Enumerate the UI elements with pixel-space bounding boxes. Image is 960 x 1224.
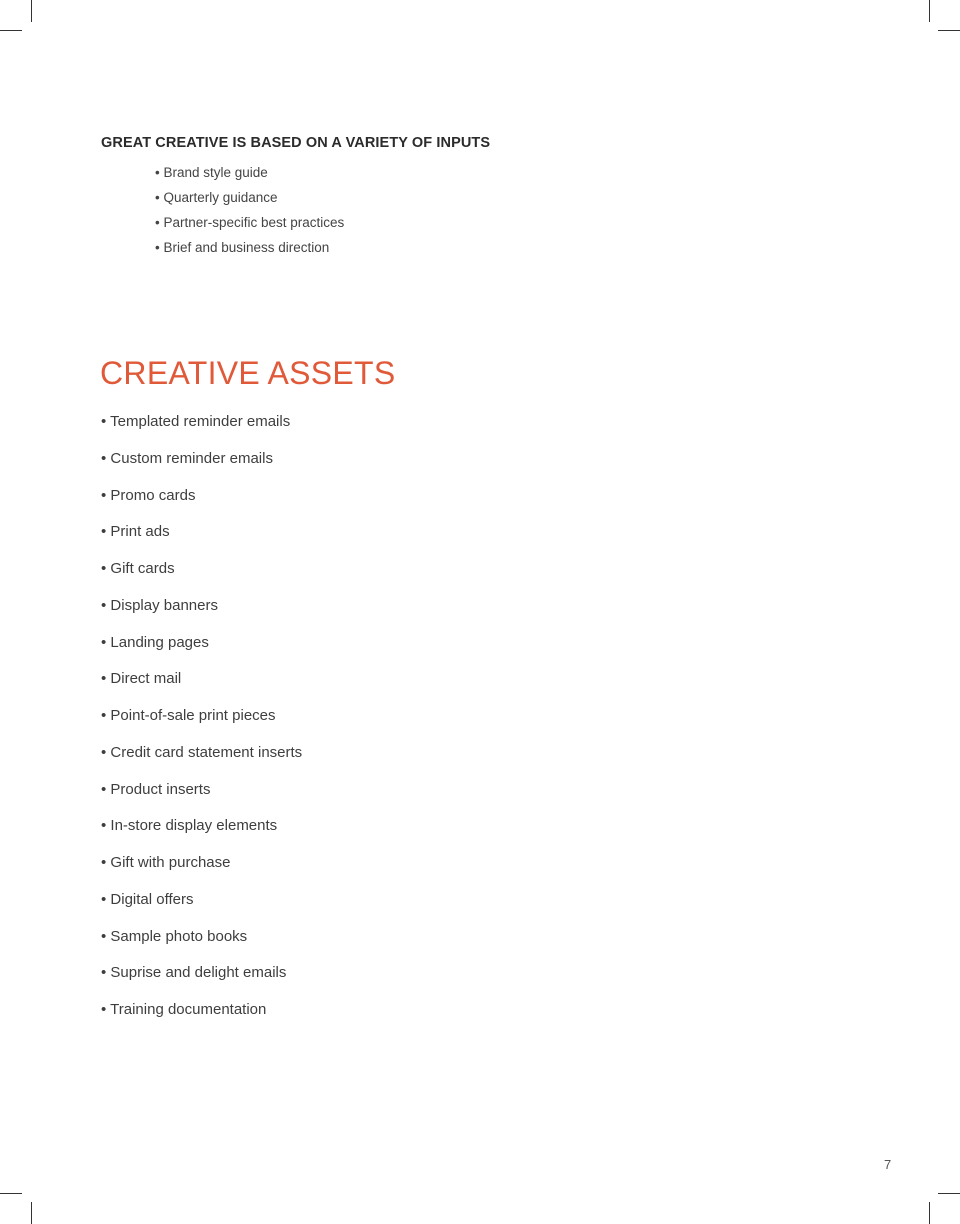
list-item: • In-store display elements — [101, 817, 278, 835]
inputs-list — [155, 160, 344, 260]
list-item: • Display banners — [101, 596, 218, 614]
list-item: • Digital offers — [101, 890, 194, 908]
crop-mark-top-right-vertical — [929, 0, 930, 22]
creative-assets-title: CREATIVE ASSETS — [100, 355, 396, 391]
list-item: • Training documentation — [101, 1001, 267, 1018]
list-item: • Suprise and delight emails — [101, 964, 287, 982]
list-item: • Partner-specific best practices — [155, 215, 345, 230]
list-item: • Credit card statement inserts — [101, 743, 303, 761]
list-item: • Print ads — [101, 523, 170, 541]
creative-assets-list — [101, 404, 302, 1029]
crop-mark-bottom-right-horizontal — [938, 1193, 960, 1194]
list-item: • Landing pages — [101, 633, 209, 651]
list-item: • Gift with purchase — [101, 854, 231, 871]
list-item: • Promo cards — [101, 486, 196, 504]
crop-mark-top-left-vertical — [31, 0, 32, 22]
list-item: • Point-of-sale print pieces — [101, 707, 276, 724]
list-item: • Sample photo books — [101, 927, 248, 945]
crop-mark-bottom-left-vertical — [31, 1202, 32, 1224]
crop-mark-top-left-horizontal — [0, 30, 22, 31]
list-item: • Gift cards — [101, 560, 175, 577]
crop-mark-bottom-right-vertical — [929, 1202, 930, 1224]
page-number: 7 — [884, 1157, 892, 1172]
list-item: • Brief and business direction — [155, 240, 330, 255]
list-item: • Templated reminder emails — [101, 413, 291, 430]
crop-mark-top-right-horizontal — [938, 30, 960, 31]
list-item: • Direct mail — [101, 670, 182, 688]
inputs-heading: GREAT CREATIVE IS BASED ON A VARIETY OF INPUTS — [101, 135, 491, 151]
list-item: • Product inserts — [101, 780, 211, 798]
crop-mark-bottom-left-horizontal — [0, 1193, 22, 1194]
list-item: • Brand style guide — [155, 165, 268, 180]
list-item: • Quarterly guidance — [155, 190, 278, 205]
list-item: • Custom reminder emails — [101, 449, 273, 467]
